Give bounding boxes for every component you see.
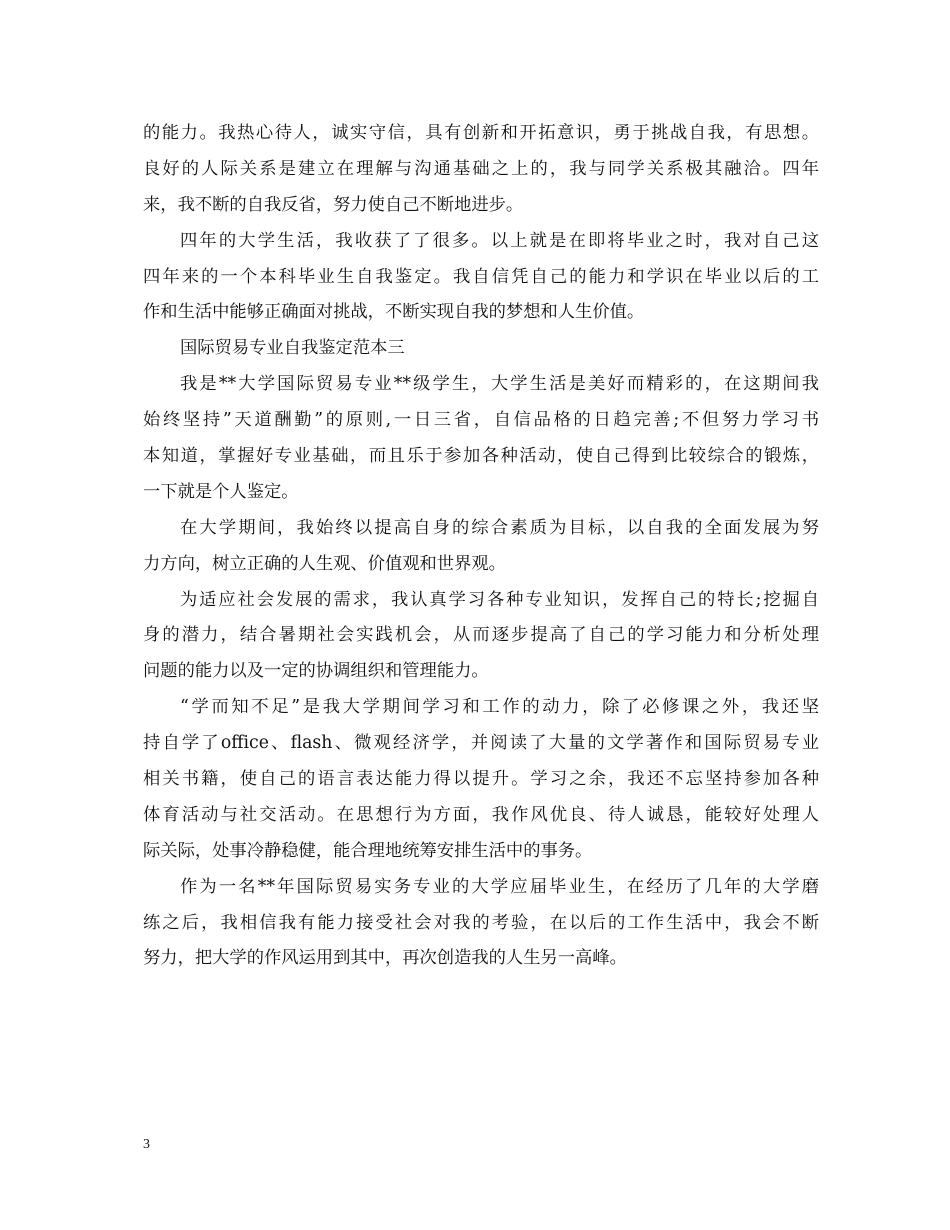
text-line: 作为一名**年国际贸易实务专业的大学应届毕业生，在经历了几年的大学磨 (180, 876, 819, 897)
text-line: 身的潜力，结合暑期社会实践机会，从而逐步提高了自己的学习能力和分析处理 (143, 625, 819, 646)
text-line: 一下就是个人鉴定。 (143, 481, 299, 502)
text-line: 体育活动与社交活动。在思想行为方面，我作风优良、待人诚恳，能较好处理人 (143, 804, 819, 825)
text-line: 相关书籍，使自己的语言表达能力得以提升。学习之余，我还不忘坚持参加各种 (143, 769, 819, 790)
section-heading: 国际贸易专业自我鉴定范本三 (180, 338, 405, 359)
document-body (143, 116, 819, 977)
text-line: 作和生活中能够正确面对挑战，不断实现自我的梦想和人生价值。 (143, 302, 645, 323)
text-line: 努力，把大学的作风运用到其中，再次创造我的人生另一高峰。 (143, 948, 627, 969)
text-line: 四年的大学生活，我收获了了很多。以上就是在即将毕业之时，我对自己这 (180, 230, 819, 251)
text-line: 在大学期间，我始终以提高自身的综合素质为目标，以自我的全面发展为努 (180, 517, 819, 538)
text-line: 为适应社会发展的需求，我认真学习各种专业知识，发挥自己的特长;挖掘自 (180, 589, 819, 610)
text-line: 四年来的一个本科毕业生自我鉴定。我自信凭自己的能力和学识在毕业以后的工 (143, 266, 819, 287)
text-line: 际关际，处事冷静稳健，能合理地统筹安排生活中的事务。 (143, 840, 593, 861)
text-line: 力方向，树立正确的人生观、价值观和世界观。 (143, 553, 506, 574)
text-line: 良好的人际关系是建立在理解与沟通基础之上的，我与同学关系极其融洽。四年 (143, 158, 819, 179)
text-line: “学而知不足”是我大学期间学习和工作的动力，除了必修课之外，我还坚 (180, 697, 819, 718)
text-line: 来，我不断的自我反省，努力使自己不断地进步。 (143, 194, 524, 215)
text-line: 始终坚持”天道酬勤”的原则,一日三省，自信品格的日趋完善;不但努力学习书 (143, 410, 819, 431)
text-line: 我是**大学国际贸易专业**级学生，大学生活是美好而精彩的，在这期间我 (180, 374, 819, 395)
text-line: 练之后，我相信我有能力接受社会对我的考验，在以后的工作生活中，我会不断 (143, 912, 819, 933)
page-number: 3 (143, 1137, 150, 1152)
text-line: 问题的能力以及一定的协调组织和管理能力。 (143, 661, 489, 682)
text-line: 持自学了office、flash、微观经济学，并阅读了大量的文学著作和国际贸易专业 (143, 733, 819, 754)
text-line: 的能力。我热心待人，诚实守信，具有创新和开拓意识，勇于挑战自我，有思想。 (143, 123, 819, 143)
text-line: 本知道，掌握好专业基础，而且乐于参加各种活动，使自己得到比较综合的锻炼， (143, 446, 819, 467)
